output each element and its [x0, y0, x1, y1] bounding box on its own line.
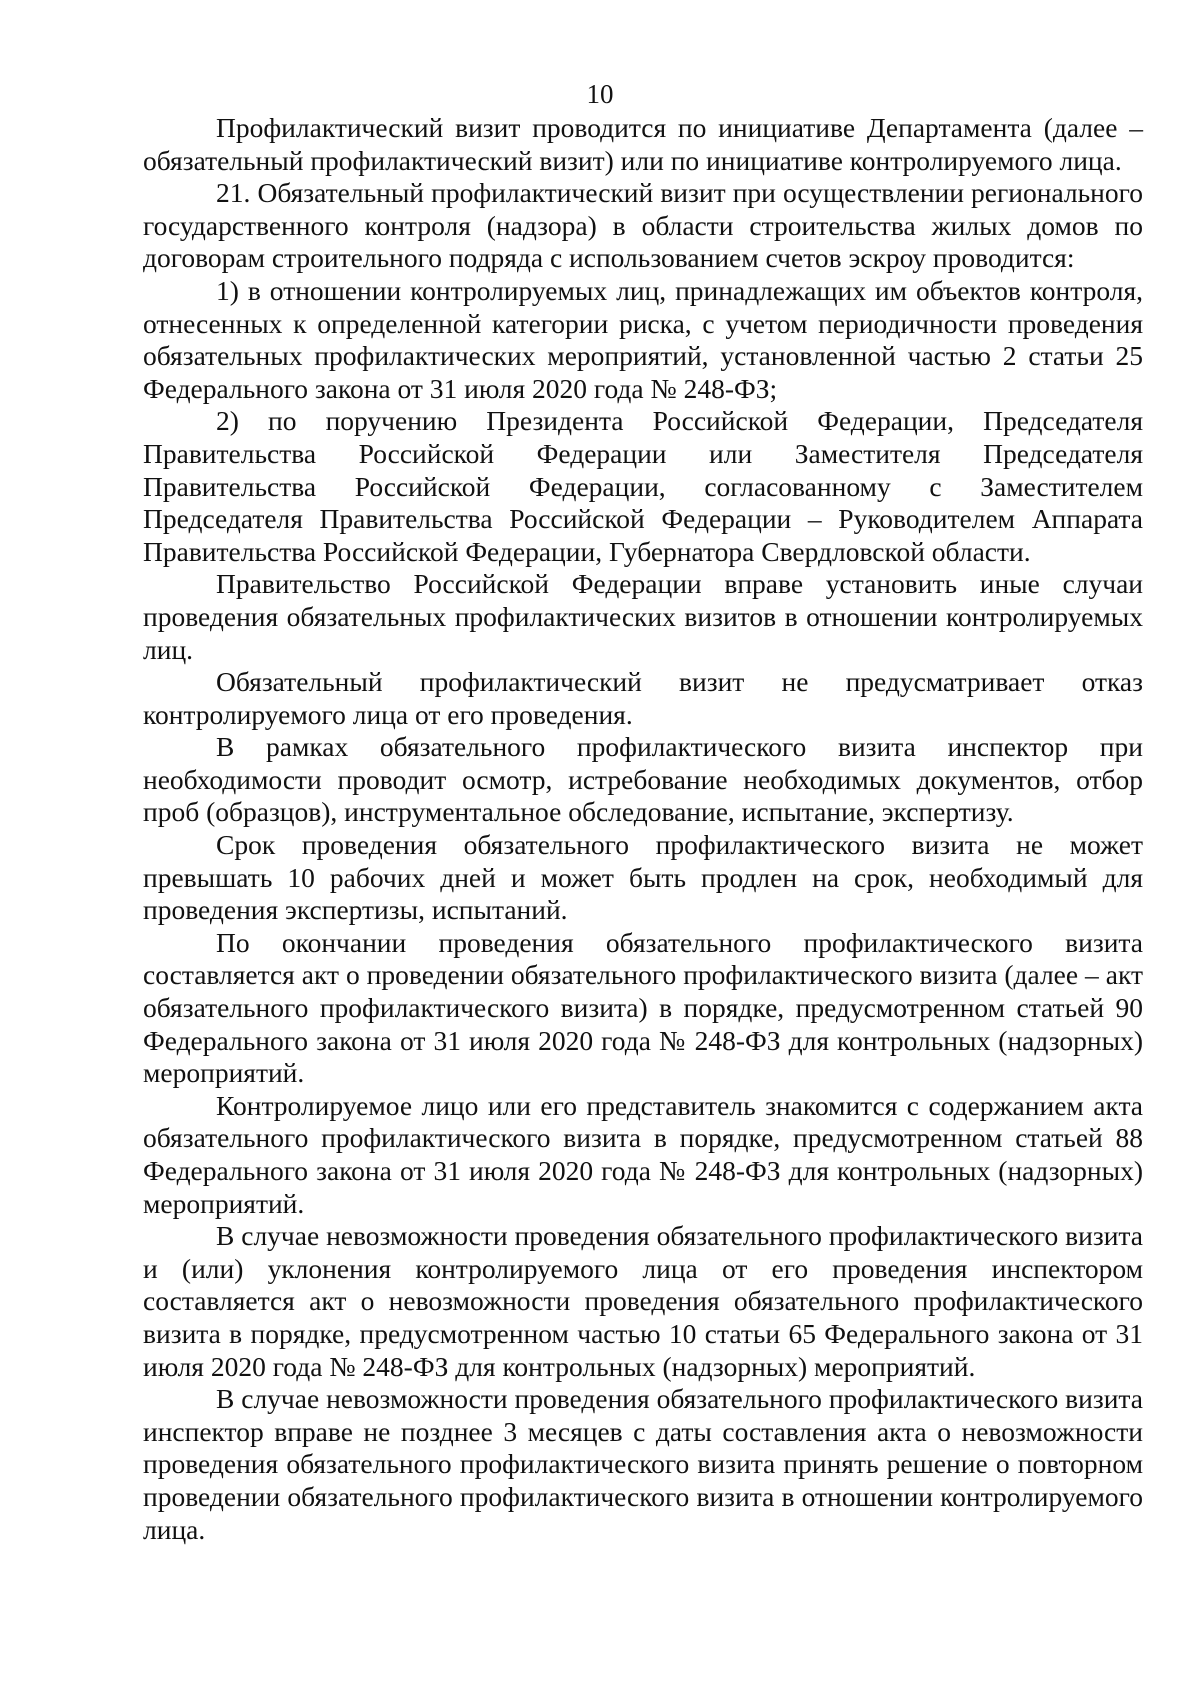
paragraph-no-refusal: Обязательный профилактический визит не предусматривает отказ контролируемого лица от его проведения.: [143, 666, 1143, 730]
paragraph-repeat-visit: В случае невозможности проведения обязательного профилактического визита инспектор вправе не позднее 3 месяцев с даты составления акта о невозможности проведения обязательного профилактического визита принять решение о повторном проведении обязательного профилактического визита в отношении контролируемого лица.: [143, 1383, 1143, 1545]
paragraph-inspector-actions: В рамках обязательного профилактического визита инспектор при необходимости проводит осмотр, истребование необходимых документов, отбор проб (образцов), инструментальное обследование, испытание, экспертизу.: [143, 731, 1143, 828]
paragraph-visit-initiative: Профилактический визит проводится по инициативе Департамента (далее – обязательный профилактический визит) или по инициативе контролируемого лица.: [143, 112, 1143, 176]
paragraph-mandatory-visit-cases: 21. Обязательный профилактический визит при осуществлении регионального государственного контроля (надзора) в области строительства жилых домов по договорам строительного подряда с использованием счетов эскроу проводится:: [143, 177, 1143, 274]
paragraph-visit-act: По окончании проведения обязательного профилактического визита составляется акт о проведении обязательного профилактического визита (далее – акт обязательного профилактического визита) в порядке, предусмотренном статьей 90 Федерального закона от 31 июля 2020 года № 248-ФЗ для контрольных (надзорных) мероприятий.: [143, 926, 1143, 1089]
paragraph-impossibility-act: В случае невозможности проведения обязательного профилактического визита и (или) уклонения контролируемого лица от его проведения инспектором составляется акт о невозможности проведения обязательного профилактического визита в порядке, предусмотренном частью 10 статьи 65 Федерального закона от 31 июля 2020 года № 248-ФЗ для контрольных (надзорных) мероприятий.: [143, 1220, 1143, 1382]
paragraph-item-2-instructions: 2) по поручению Президента Российской Федерации, Председателя Правительства Российской Федерации или Заместителя Председателя Правительства Российской Федерации, согласованному с Заместителем Председателя Правительства Российской Федерации – Руководителем Аппарата Правительства Российской Федерации, Губернатора Свердловской области.: [143, 405, 1143, 567]
document-body: [143, 112, 1143, 1546]
page-number: 10: [586, 79, 614, 109]
paragraph-item-1-risk-category: 1) в отношении контролируемых лиц, принадлежащих им объектов контроля, отнесенных к определенной категории риска, с учетом периодичности проведения обязательных профилактических мероприятий, установленной частью 2 статьи 25 Федерального закона от 31 июля 2020 года № 248-ФЗ;: [143, 274, 1143, 404]
paragraph-visit-duration: Срок проведения обязательного профилактического визита не может превышать 10 рабочих дней и может быть продлен на срок, необходимый для проведения экспертизы, испытаний.: [143, 829, 1143, 926]
paragraph-government-other-cases: Правительство Российской Федерации вправе установить иные случаи проведения обязательных профилактических визитов в отношении контролируемых лиц.: [143, 568, 1143, 665]
paragraph-act-familiarization: Контролируемое лицо или его представитель знакомится с содержанием акта обязательного профилактического визита в порядке, предусмотренном статьей 88 Федерального закона от 31 июля 2020 года № 248-ФЗ для контрольных (надзорных) мероприятий.: [143, 1089, 1143, 1219]
